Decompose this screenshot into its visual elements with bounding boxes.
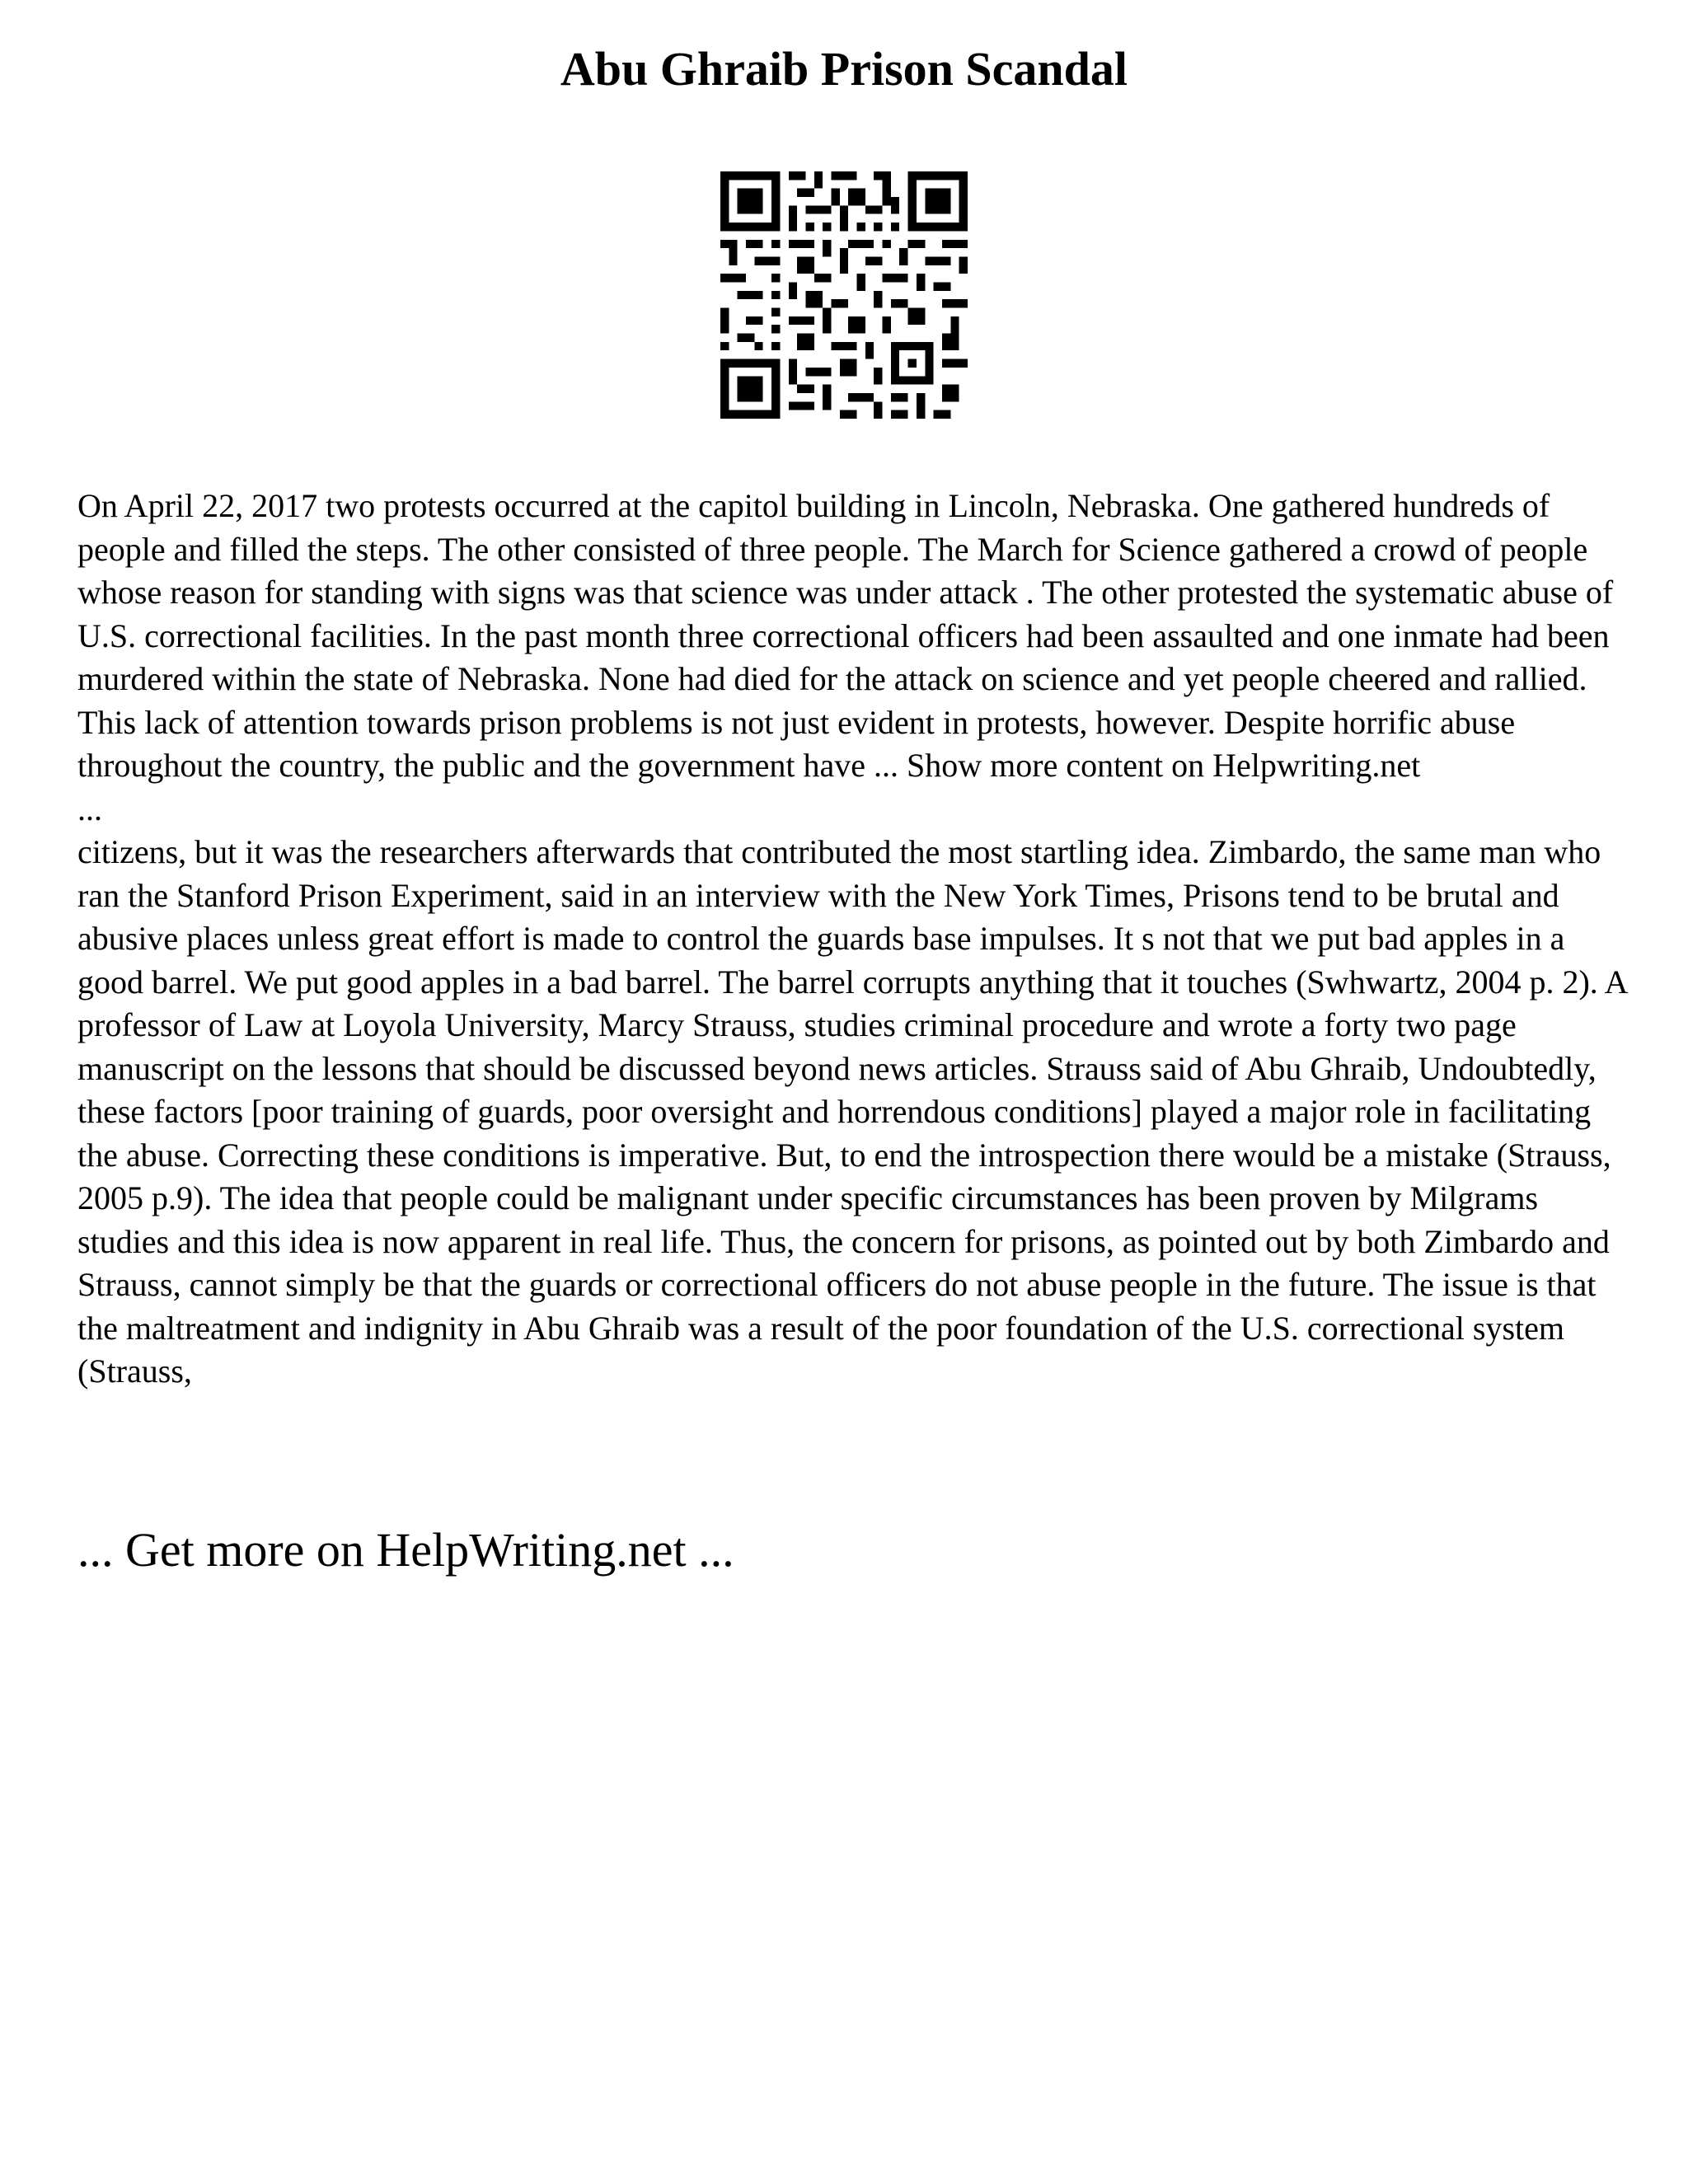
qr-code-icon[interactable] [720,171,968,419]
paragraph-separator: ... [77,790,102,827]
document-title: Abu Ghraib Prison Scandal [560,42,1128,96]
paragraph-excerpt: citizens, but it was the researchers afterwards that contributed the most startling idea. Zimbardo, the same man who ran the Stanford Prison Experiment, said in an interview with the New York Times, Prisons tend to be brutal and abusive places unless great effort is made to control the guards base impulses. It s not that we put bad apples in a good barrel. We put good apples in a bad barrel. The barrel corrupts anything that it touches (Swhwartz, 2004 p. 2). A professor of Law at Loyola University, Marcy Strauss, studies criminal procedure and wrote a forty two page manuscript on the lessons that should be discussed beyond news articles. Strauss said of Abu Ghraib, Undoubtedly, these factors [poor training of guards, poor oversight and horrendous conditions] played a major role in facilitating the abuse. Correcting these conditions is imperative. But, to end the introspection there would be a mistake (Strauss, 2005 p.9). The idea that people could be malignant under specific circumstances has been proven by Milgrams studies and this idea is now apparent in real life. Thus, the concern for prisons, as pointed out by both Zimbardo and Strauss, cannot simply be that the guards or correctional officers do not abuse people in the future. The issue is that the maltreatment and indignity in Abu Ghraib was a result of the poor foundation of the U.S. correctional system (Strauss, [77,833,1627,1390]
paragraph-intro: On April 22, 2017 two protests occurred at the capitol building in Lincoln, Nebraska. One gathered hundreds of people and filled the steps. The other consisted of three people. The March for Science gathered a crowd of people whose reason for standing with signs was that science was under attack . The other protested the systematic abuse of U.S. correctional facilities. In the past month three correctional officers had been assaulted and one inmate had been murdered within the state of Nebraska. None had died for the attack on science and yet people cheered and rallied. This lack of attention towards prison problems is not just evident in protests, however. Despite horrific abuse throughout the country, the public and the government have ... Show more content on Helpwriting.net [77,487,1614,784]
get-more-link[interactable]: ... Get more on HelpWriting.net ... [77,1523,734,1577]
article-body [77,485,1627,1394]
